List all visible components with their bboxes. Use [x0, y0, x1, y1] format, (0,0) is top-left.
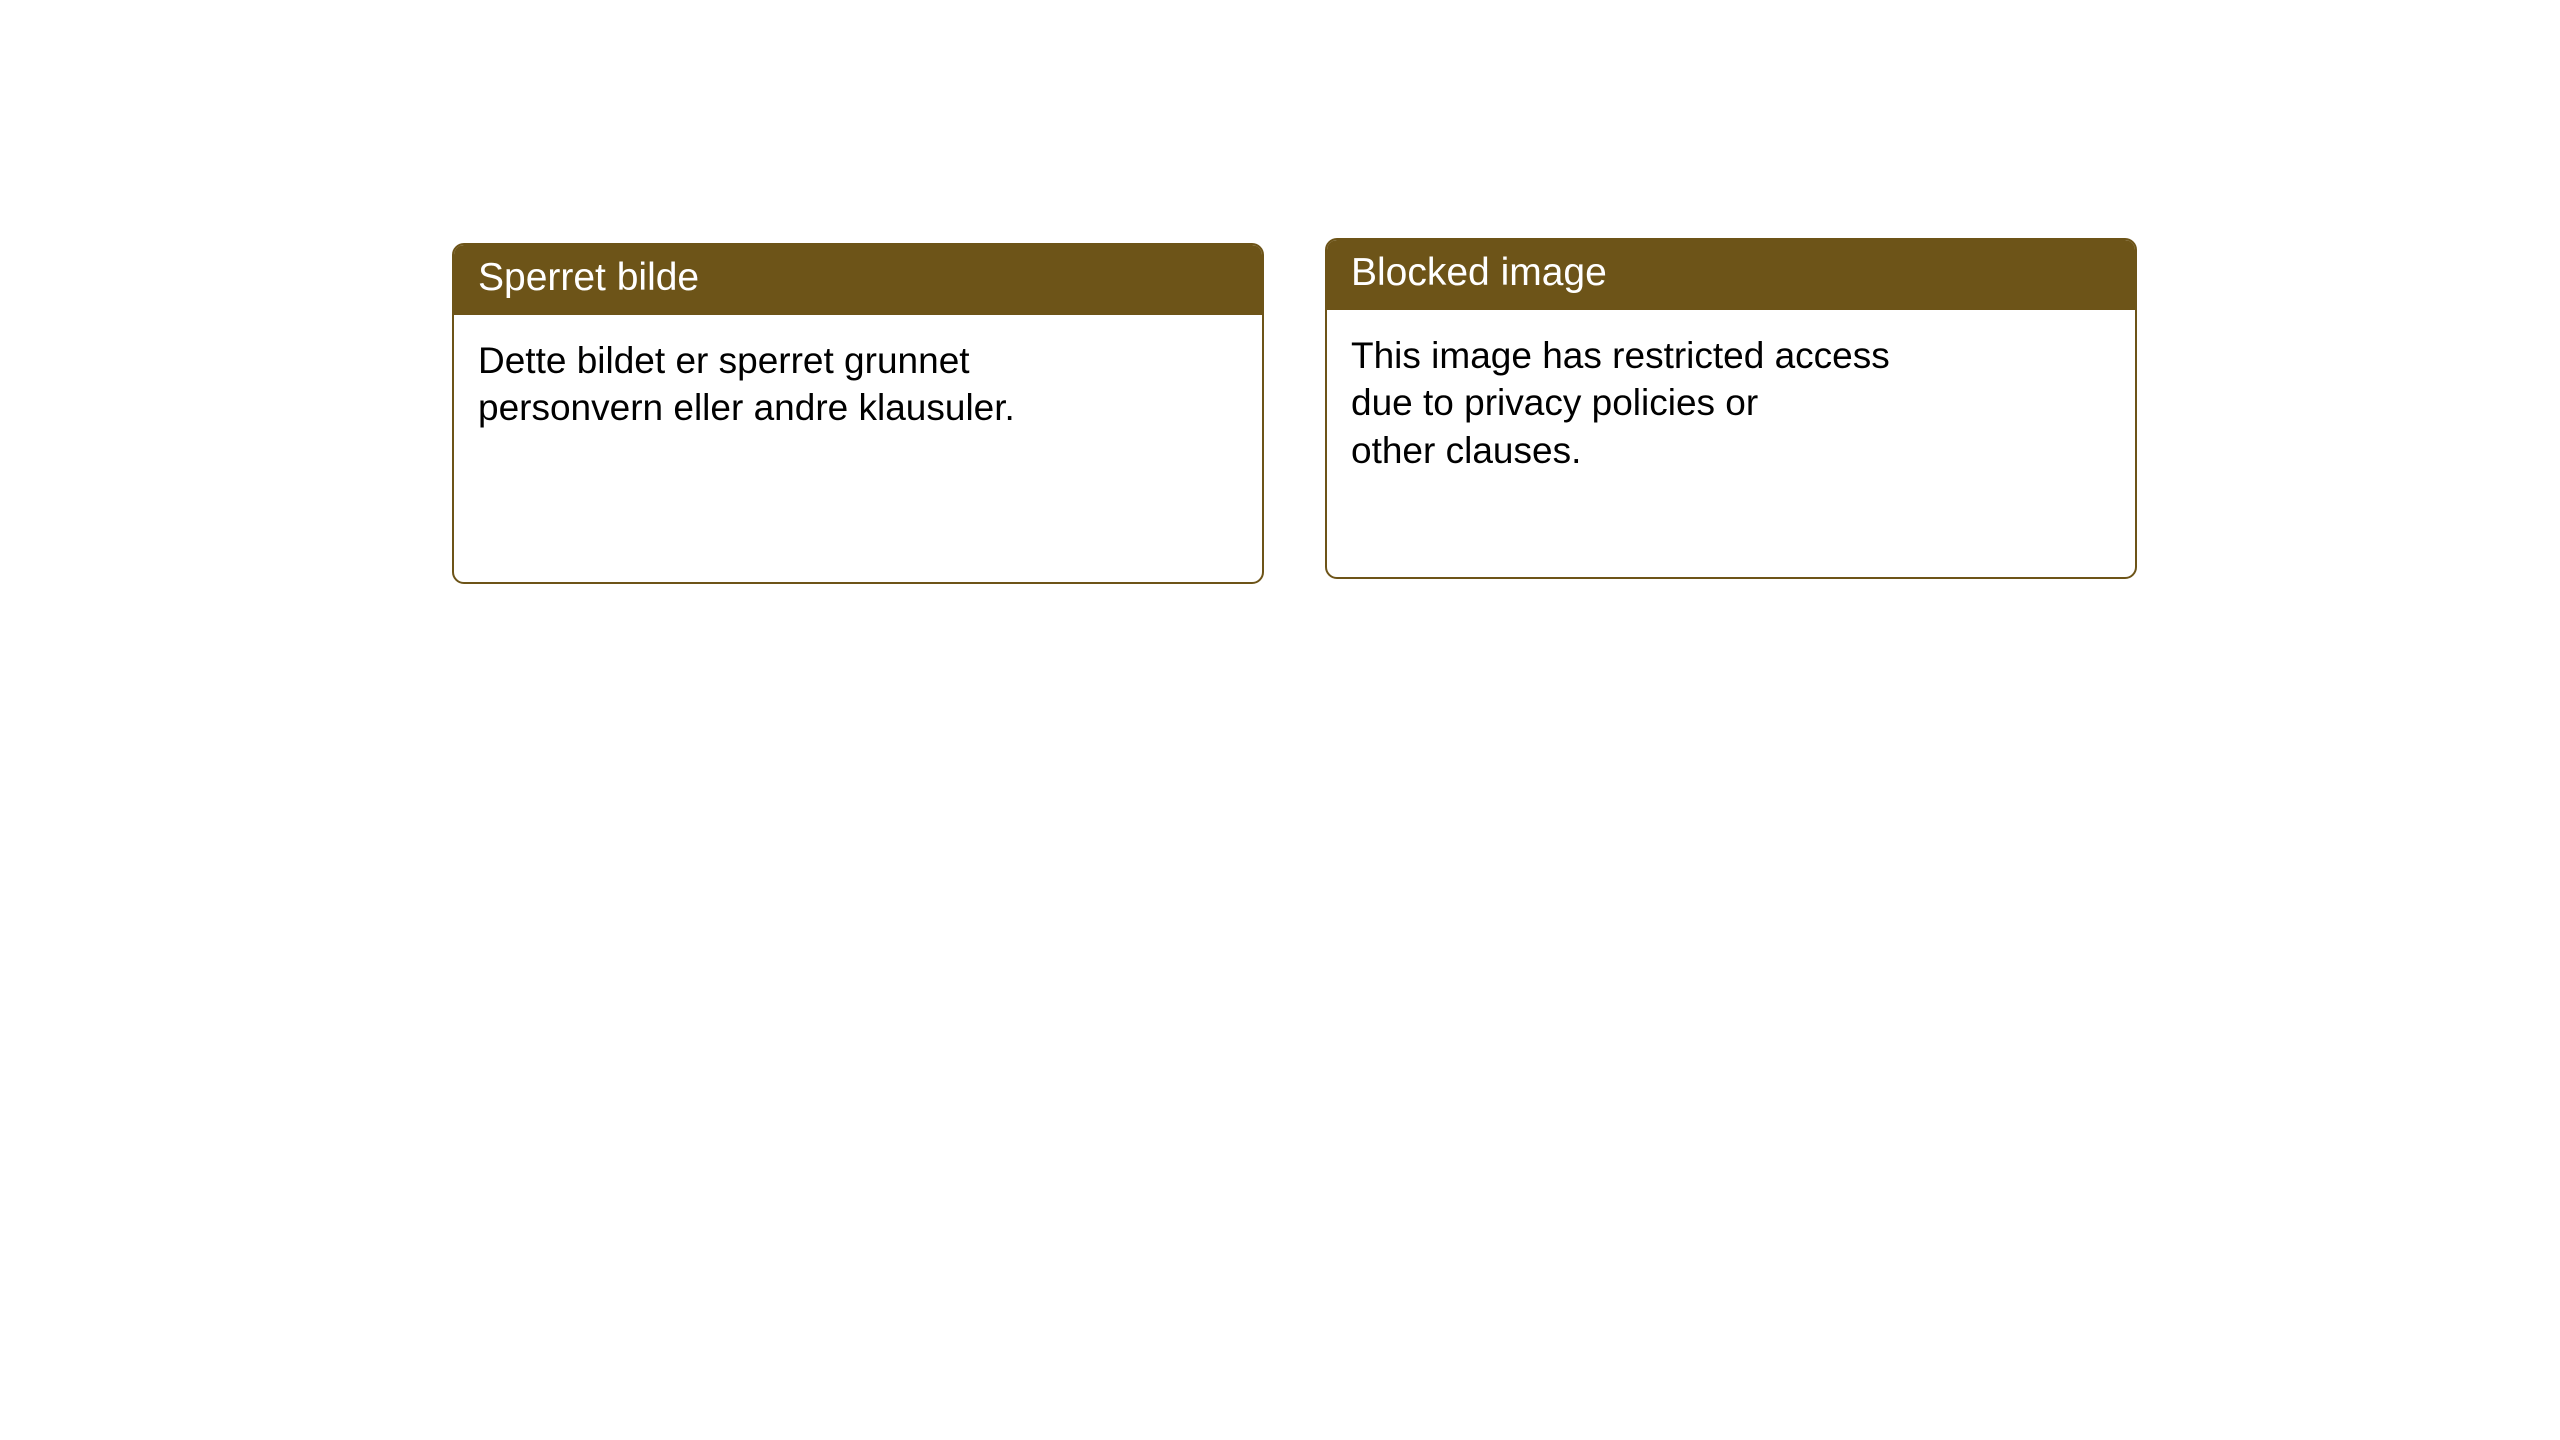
notice-body-line: Dette bildet er sperret grunnet: [478, 339, 970, 381]
notice-body-line: other clauses.: [1351, 429, 1582, 471]
notice-title-no: Sperret bilde: [454, 245, 1262, 315]
notice-body-no: [454, 315, 1262, 456]
notice-body-line: This image has restricted access: [1351, 334, 1890, 376]
blocked-image-notice-en: [1325, 238, 2137, 579]
notice-body-en: [1327, 310, 2135, 498]
notice-title-en: Blocked image: [1327, 240, 2135, 310]
notice-body-line: personvern eller andre klausuler.: [478, 387, 1015, 429]
blocked-image-notice-no: [452, 243, 1264, 584]
notice-body-line: due to privacy policies or: [1351, 382, 1759, 424]
